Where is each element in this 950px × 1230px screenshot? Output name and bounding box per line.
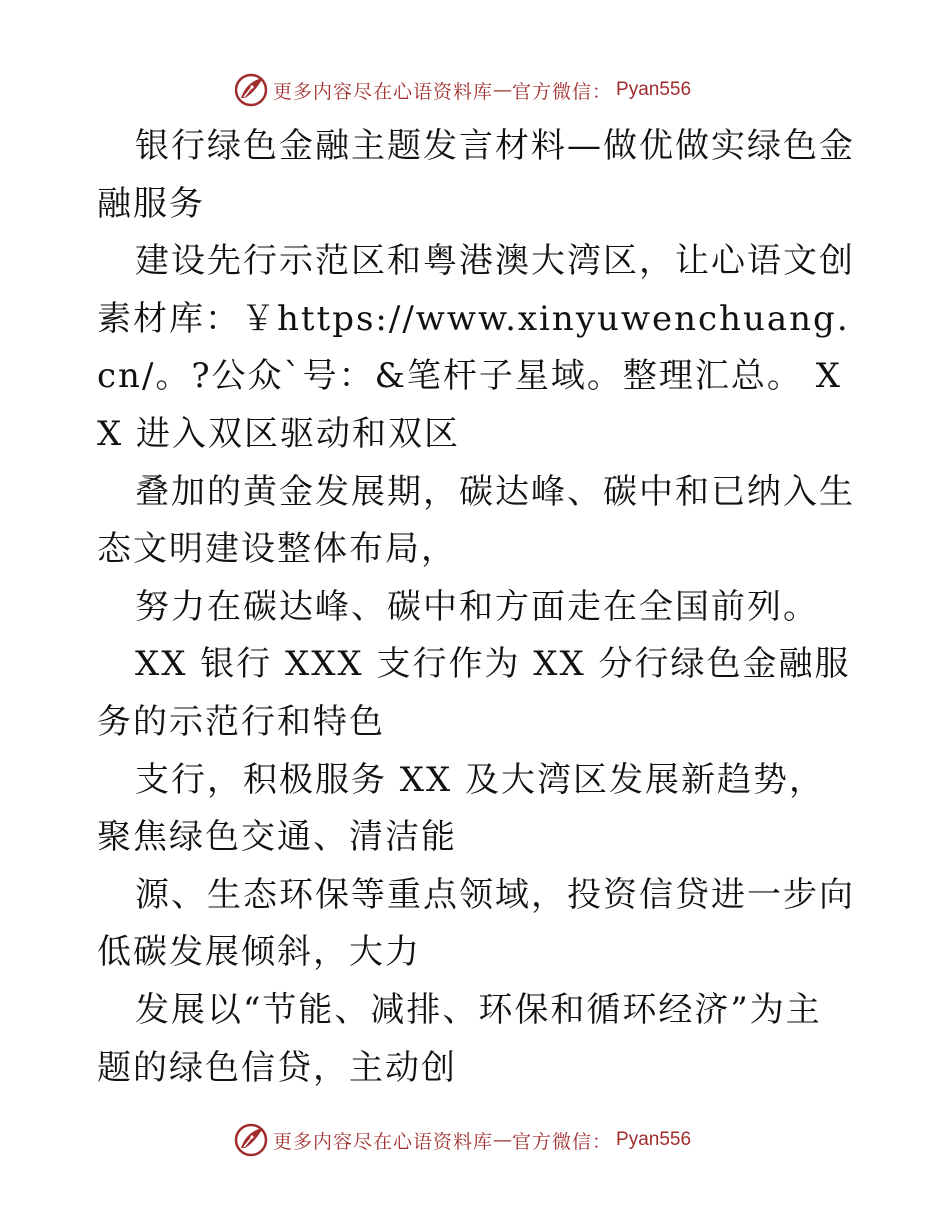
footer-banner	[233, 1120, 691, 1160]
paragraph: XX 银行 XXX 支行作为 XX 分行绿色金融服务的示范行和特色	[97, 644, 851, 742]
banner-wechat-label: 官方微信：	[512, 80, 613, 103]
banner-wechat-id: Pyan556	[616, 79, 692, 100]
paragraph: 叠加的黄金发展期，碳达峰、碳中和已纳入生态文明建设整体布局，	[97, 471, 855, 570]
header-banner	[233, 70, 691, 110]
pen-nib-logo-icon	[233, 72, 269, 108]
document-body	[97, 118, 857, 1097]
banner-separator: —	[493, 79, 513, 101]
banner-message: 更多内容尽在心语资料库	[273, 80, 494, 103]
banner-message: 更多内容尽在心语资料库	[273, 1130, 494, 1153]
paragraph-title: 银行绿色金融主题发言材料—做优做实绿色金融服务	[97, 126, 855, 224]
banner-wechat-id: Pyan556	[616, 1129, 692, 1150]
paragraph: 支行，积极服务 XX 及大湾区发展新趋势，聚焦绿色交通、清洁能	[97, 759, 826, 858]
banner-separator: —	[493, 1129, 513, 1151]
paragraph: 源、生态环保等重点领域，投资信贷进一步向低碳发展倾斜，大力	[97, 874, 855, 973]
paragraph: 努力在碳达峰、碳中和方面走在全国前列。	[135, 586, 819, 627]
pen-nib-logo-icon	[233, 1122, 269, 1158]
paragraph: 发展以“节能、减排、环保和循环经济”为主题的绿色信贷，主动创	[97, 989, 822, 1088]
paragraph: 建设先行示范区和粤港澳大湾区，让心语文创素材库：￥https://www.xinyuwenchuang.cn/。?公众`号：&笔杆子星域。整理汇总。 XX 进入双区驱动和双区	[97, 241, 855, 454]
banner-wechat-label: 官方微信：	[512, 1130, 613, 1153]
